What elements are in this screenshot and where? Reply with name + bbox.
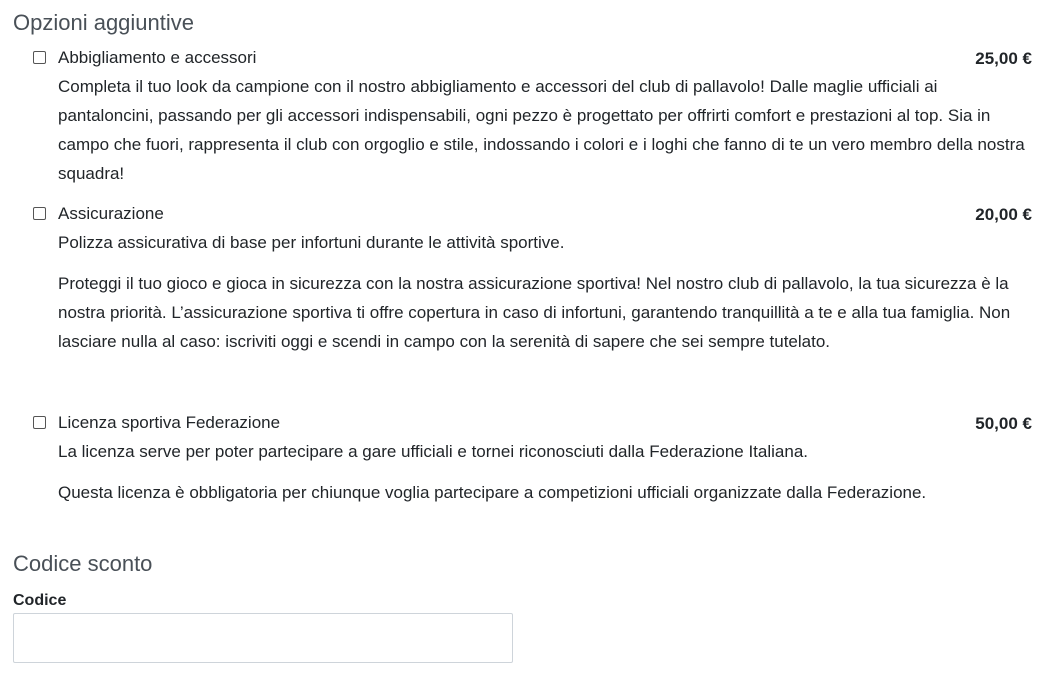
option-description: Completa il tuo look da campione con il nostro abbigliamento e accessori del club di pallavolo! Dalle maglie ufficiali ai pantaloncini, passando per gli accessori indispensabili, ogni pezzo è progettato per offrirti comfort e prestazioni al top. Sia in campo che fuori, rappresenta il club con orgoglio e stile, indossando i colori e i loghi che fanno di te un vero membro della nostra squadra!	[58, 77, 1025, 183]
option-price: 25,00 €	[975, 49, 1032, 68]
option-checkbox[interactable]	[33, 207, 46, 220]
option-item-abbigliamento	[32, 46, 1032, 188]
option-label[interactable]: Licenza sportiva Federazione	[58, 413, 281, 432]
discount-section-title: Codice sconto	[13, 551, 153, 576]
option-description-extended: Proteggi il tuo gioco e gioca in sicurezza con la nostra assicurazione sportiva! Nel nostro club di pallavolo, la tua sicurezza è la nostra priorità. L’assicurazione sportiva ti offre copertura in caso di infortuni, garantendo tranquillità a te e alla tua famiglia. Non lasciare nulla al caso: iscriviti oggi e scendi in campo con la serenità di sapere che sei sempre tutelato.	[58, 274, 1011, 351]
option-header	[32, 202, 1032, 228]
option-checkbox[interactable]	[33, 51, 46, 64]
option-label[interactable]: Abbigliamento e accessori	[58, 48, 257, 67]
option-price: 20,00 €	[975, 205, 1032, 224]
options-section-title: Opzioni aggiuntive	[13, 10, 195, 35]
option-header	[32, 411, 1032, 437]
option-header	[32, 46, 1032, 72]
option-item-licenza	[32, 411, 1032, 507]
option-label[interactable]: Assicurazione	[58, 204, 164, 223]
discount-code-input[interactable]	[13, 613, 513, 663]
option-price: 50,00 €	[975, 414, 1032, 433]
discount-code-label: Codice	[13, 592, 67, 609]
option-checkbox[interactable]	[33, 416, 46, 429]
option-description: Polizza assicurativa di base per infortuni durante le attività sportive.	[58, 233, 565, 252]
option-description: La licenza serve per poter partecipare a gare ufficiali e tornei riconosciuti dalla Federazione Italiana.	[58, 442, 809, 461]
option-item-assicurazione	[32, 202, 1032, 356]
option-description-extended: Questa licenza è obbligatoria per chiunque voglia partecipare a competizioni ufficiali organizzate dalla Federazione.	[58, 483, 927, 502]
